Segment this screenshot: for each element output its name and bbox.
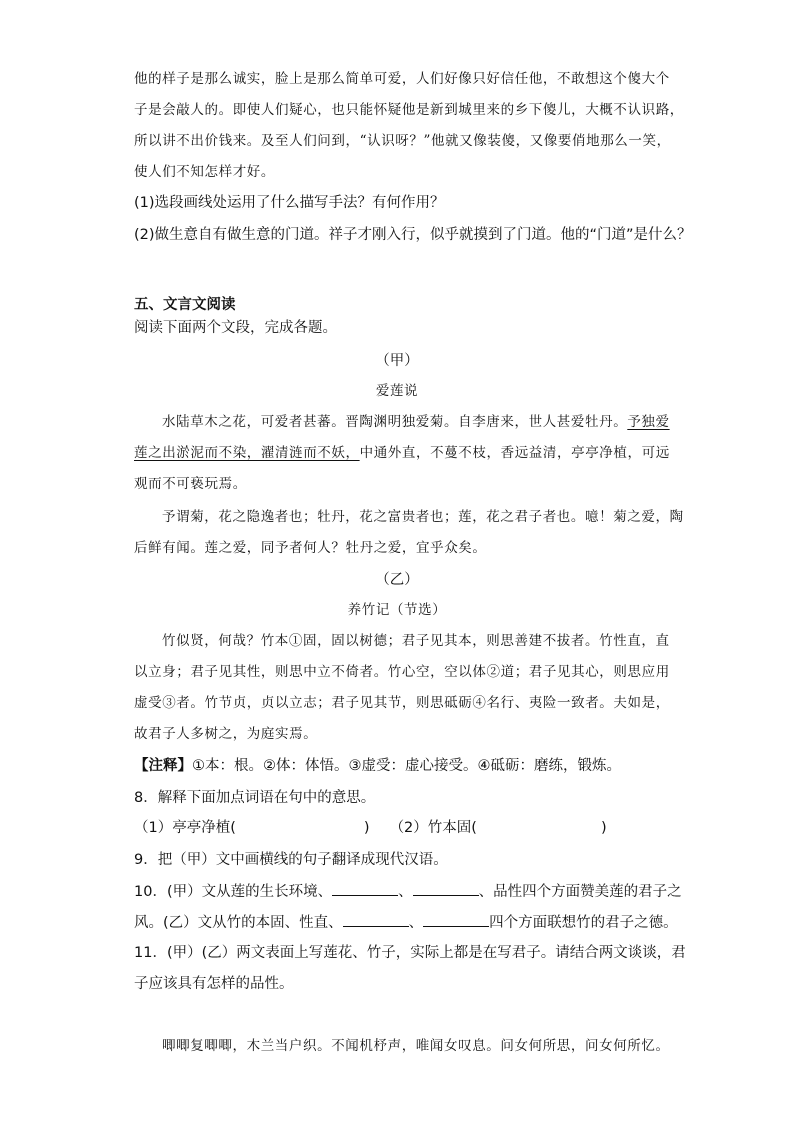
question-8: 8．解释下面加点词语在句中的意思。	[134, 790, 376, 806]
q10-text: 、品性四个方面赞美莲的君子之	[478, 884, 682, 900]
question-8-items	[134, 816, 607, 837]
q8-item-2: （2）竹本固(	[389, 820, 477, 836]
answer-blank[interactable]	[343, 913, 409, 927]
question-11-line: 11．(甲）(乙）两文表面上写莲花、竹子，实际上都是在写君子。请结合两文谈谈，君	[134, 945, 686, 961]
section-instruction: 阅读下面两个文段，完成各题。	[134, 320, 337, 336]
jia-paragraph-line: 观而不可亵玩焉。	[134, 476, 247, 492]
notes-label: 【注释】	[134, 758, 192, 774]
question-11-line: 子应该具有怎样的品性。	[134, 976, 294, 992]
answer-blank[interactable]	[413, 882, 479, 896]
question-10-line	[134, 880, 682, 901]
jia-label: （甲）	[375, 353, 419, 369]
q10-text: 风。(乙）文从竹的本固、性直、	[134, 915, 343, 931]
question-2: (2)做生意自有做生意的门道。祥子才刚入行，似乎就摸到了门道。他的“门道”是什么？	[134, 227, 692, 243]
q10-text: 四个方面联想竹的君子之德。	[489, 915, 678, 931]
jia-paragraph-line: 予谓菊，花之隐逸者也；牡丹，花之富贵者也；莲，花之君子者也。噫！菊之爱，陶	[162, 509, 684, 525]
yi-paragraph-line: 竹似贤，何哉？竹本①固，固以树德；君子见其本，则思善建不拔者。竹性直，直	[162, 633, 670, 649]
yi-paragraph-line: 虚受③者。竹节贞，贞以立志；君子见其节，则思砥砺④名行、夷险一致者。夫如是，	[134, 695, 670, 711]
underlined-sentence: 予独爱	[627, 414, 670, 430]
jia-text: 中通外直，不蔓不枝，香远益清，亭亭净植，可远	[359, 445, 670, 461]
yi-label: （乙）	[375, 572, 419, 588]
passage-line: 所以讲不出价钱来。及至人们问到，“认识呀？”他就又像装傻，又像要俏地那么一笑，	[134, 133, 671, 149]
q8-item-1: （1）亭亭净植(	[134, 820, 236, 836]
question-10-line	[134, 911, 678, 932]
q10-text: 10．(甲）文从莲的生长环境、	[134, 884, 333, 900]
answer-blank[interactable]	[423, 913, 489, 927]
q8-item-1-close: )	[363, 820, 370, 836]
question-9: 9．把（甲）文中画横线的句子翻译成现代汉语。	[134, 852, 448, 868]
section-heading: 五、文言文阅读	[134, 297, 236, 313]
jia-title: 爱莲说	[375, 383, 419, 399]
yi-paragraph-line: 故君子人多树之，为庭实焉。	[134, 726, 318, 742]
jia-paragraph-line	[134, 441, 670, 461]
underlined-sentence: 莲之出淤泥而不染，濯清涟而不妖，	[134, 445, 360, 461]
jia-text: 水陆草木之花，可爱者甚蕃。晋陶渊明独爱菊。自李唐来，世人甚爱牡丹。	[162, 414, 628, 430]
question-1: (1)选段画线处运用了什么描写手法？有何作用？	[134, 195, 445, 211]
q10-text: 、	[398, 884, 413, 900]
notes-text: ①本：根。②体：体悟。③虚受：虚心接受。④砥砺：磨练，锻炼。	[192, 758, 621, 774]
jia-paragraph-line: 后鲜有闻。莲之爱，同予者何人？牡丹之爱，宜乎众矣。	[134, 540, 487, 556]
passage-line: 他的样子是那么诚实，脸上是那么简单可爱，人们好像只好信任他，不敢想这个傻大个	[134, 71, 670, 87]
notes	[134, 754, 621, 775]
footer-passage: 唧唧复唧唧，木兰当户织。不闻机杼声，唯闻女叹息。问女何所思，问女何所忆。	[162, 1038, 670, 1054]
q8-item-2-close: )	[600, 820, 607, 836]
passage-line: 子是会敲人的。即使人们疑心，也只能怀疑他是新到城里来的乡下傻儿，大概不认识路，	[134, 102, 684, 118]
answer-blank[interactable]	[332, 882, 398, 896]
passage-line: 使人们不知怎样才好。	[134, 164, 275, 180]
yi-title: 养竹记（节选）	[347, 602, 447, 618]
yi-paragraph-line: 以立身；君子见其性，则思中立不倚者。竹心空，空以体②道；君子见其心，则思应用	[134, 664, 670, 680]
jia-paragraph-line	[162, 410, 670, 430]
q10-text: 、	[408, 915, 424, 931]
